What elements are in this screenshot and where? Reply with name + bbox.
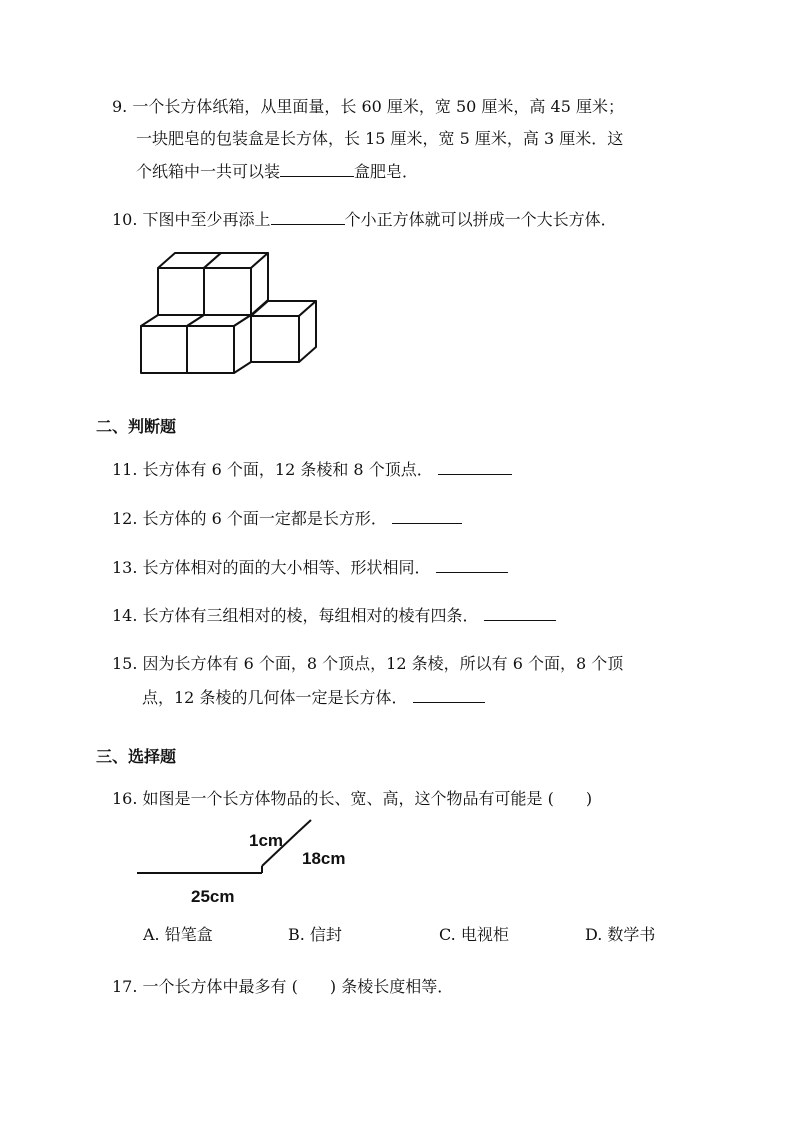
q13-text: 长方体相对的面的大小相等、形状相同． [142,558,431,577]
section2-title: 二、判断题 [96,417,177,436]
q11-number: 11. [112,460,138,479]
q14-number: 14. [112,606,138,625]
q12-number: 12. [112,509,138,528]
q10-text-after: 个小正方体就可以拼成一个大长方体． [344,210,617,229]
q10-number: 10. [112,210,138,229]
q16-option-a[interactable]: A. 铅笔盒 [143,925,213,944]
q17-text: 一个长方体中最多有 ( ) 条棱长度相等． [142,977,454,996]
section3-title: 三、选择题 [96,747,177,766]
q12-text: 长方体的 6 个面一定都是长方形． [142,509,387,528]
q9-number: 9. [112,97,128,116]
q13-number: 13. [112,558,138,577]
q9-text-line3-after: 盒肥皂． [354,162,419,181]
q17-line [112,976,453,998]
q16-number: 16. [112,789,138,808]
q16-option-d[interactable]: D. 数学书 [585,925,656,944]
q15-text-line1: 因为长方体有 6 个面，8 个顶点，12 条棱，所以有 6 个面，8 个顶 [142,654,624,673]
q17-number: 17. [112,977,138,996]
width-label: 18cm [302,849,346,868]
height-label: 1cm [249,831,284,850]
width-line-top [298,820,311,832]
q15-number: 15. [112,654,138,673]
q15-text-line2: 点，12 条棱的几何体一定是长方体． [142,688,408,707]
q14-text: 长方体有三组相对的棱，每组相对的棱有四条． [142,606,479,625]
q11-text: 长方体有 6 个面，12 条棱和 8 个顶点． [142,460,433,479]
q9-text-line1: 一个长方体纸箱，从里面量，长 60 厘米，宽 50 厘米，高 45 厘米； [132,97,624,116]
q9-text-line2: 一块肥皂的包装盒是长方体，长 15 厘米，宽 5 厘米，高 3 厘米．这 [136,129,624,148]
q10-text-before: 下图中至少再添上 [142,210,271,229]
q16-option-c[interactable]: C. 电视柜 [439,925,509,944]
q9-text-line3-before: 个纸箱中一共可以装 [136,162,281,181]
q16-option-b[interactable]: B. 信封 [288,925,342,944]
length-label: 25cm [191,887,235,906]
q16-text: 如图是一个长方体物品的长、宽、高，这个物品有可能是 ( ) [142,789,593,808]
